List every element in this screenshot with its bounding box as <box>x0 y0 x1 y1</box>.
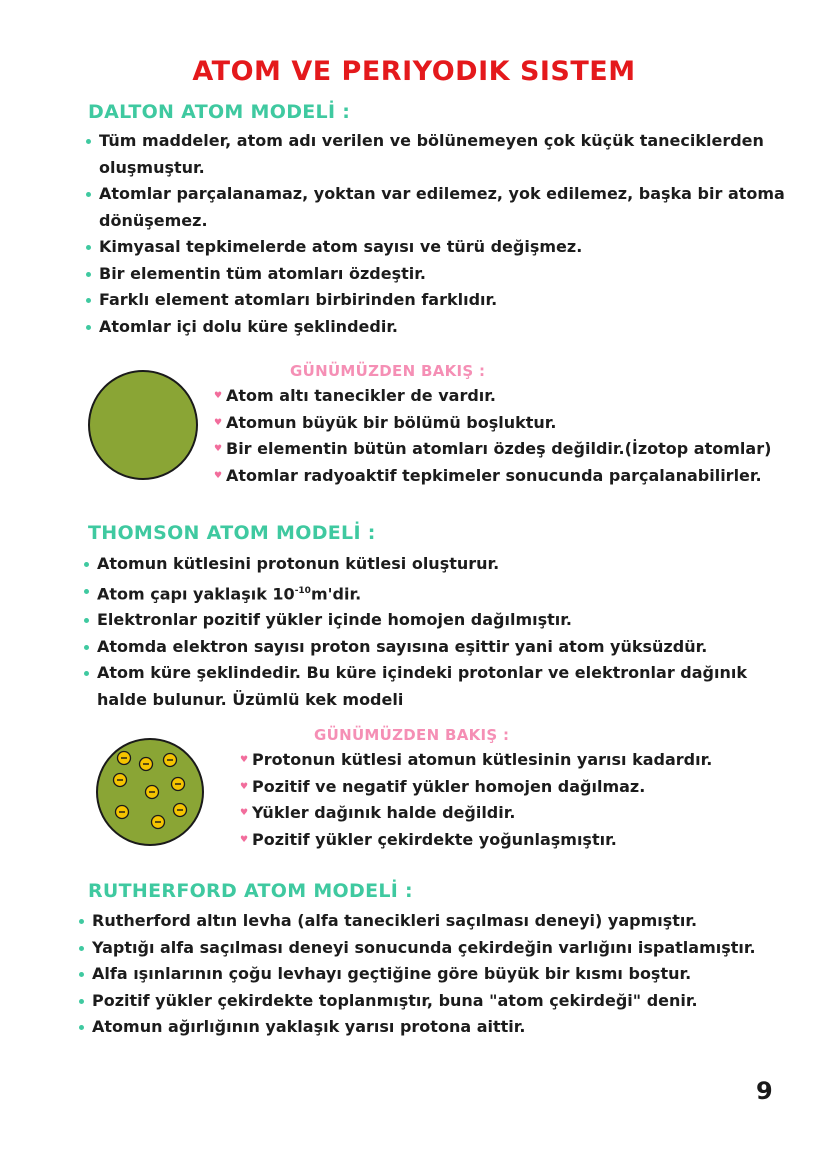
thomson-raisin-cake-model-image <box>94 736 206 848</box>
list-item: Atomda elektron sayısı proton sayısına eşittir yani atom yüksüzdür. <box>84 634 794 661</box>
list-item <box>84 578 794 608</box>
diameter-unit: m'dir. <box>310 583 362 603</box>
list-item: Rutherford altın levha (alfa tanecikleri saçılması deneyi) yapmıştır. <box>79 908 799 935</box>
list-item: Atomlar parçalanamaz, yoktan var edilemez, yok edilemez, başka bir atoma dönüşemez. <box>86 181 786 234</box>
list-item: Kimyasal tepkimelerde atom sayısı ve türü değişmez. <box>86 234 786 261</box>
list-item: Farklı element atomları birbirinden farklıdır. <box>86 287 786 314</box>
list-item: Tüm maddeler, atom adı verilen ve bölünemeyen çok küçük taneciklerden oluşmuştur. <box>86 128 786 181</box>
list-item: ♥ Pozitif ve negatif yükler homojen dağılmaz. <box>240 774 800 801</box>
list-item: ♥ Yükler dağınık halde değildir. <box>240 800 800 827</box>
list-item: Atomlar içi dolu küre şeklindedir. <box>86 314 786 341</box>
thomson-list <box>84 551 794 713</box>
list-item: Elektronlar pozitif yükler içinde homojen dağılmıştır. <box>84 607 794 634</box>
list-item: ♥ Atom altı tanecikler de vardır. <box>214 383 804 410</box>
dalton-section-title: DALTON ATOM MODELİ : <box>88 101 351 123</box>
dalton-solid-sphere-image <box>86 368 200 482</box>
list-item: ♥ Pozitif yükler çekirdekte yoğunlaşmıştır. <box>240 827 800 854</box>
list-item: Bir elementin tüm atomları özdeştir. <box>86 261 786 288</box>
list-item: Pozitif yükler çekirdekte toplanmıştır, buna "atom çekirdeği" denir. <box>79 988 799 1015</box>
page-number: 9 <box>756 1077 773 1105</box>
list-item: Yaptığı alfa saçılması deneyi sonucunda çekirdeğin varlığını ispatlamıştır. <box>79 935 799 962</box>
dalton-current-view-title: GÜNÜMÜZDEN BAKIŞ : <box>290 362 486 380</box>
list-item: ♥ Protonun kütlesi atomun kütlesinin yarısı kadardır. <box>240 747 800 774</box>
list-item: ♥ Bir elementin bütün atomları özdeş değildir.(İzotop atomlar) <box>214 436 804 463</box>
page-title: ATOM VE PERIYODIK SISTEM <box>192 56 636 87</box>
dalton-current-view-list <box>214 383 804 489</box>
diameter-exponent: -10 <box>294 585 311 596</box>
list-item: Atomun ağırlığının yaklaşık yarısı protona aittir. <box>79 1014 799 1041</box>
list-item: ♥ Atomun büyük bir bölümü boşluktur. <box>214 410 804 437</box>
list-item: Alfa ışınlarının çoğu levhayı geçtiğine göre büyük bir kısmı boştur. <box>79 961 799 988</box>
diameter-text: Atom çapı yaklaşık 10 <box>97 583 295 603</box>
list-item: Atom küre şeklindedir. Bu küre içindeki protonlar ve elektronlar dağınık halde bulunur. Üzümlü kek modeli <box>84 660 794 713</box>
thomson-current-view-list <box>240 747 800 853</box>
thomson-section-title: THOMSON ATOM MODELİ : <box>88 522 376 544</box>
thomson-current-view-title: GÜNÜMÜZDEN BAKIŞ : <box>314 726 510 744</box>
rutherford-section-title: RUTHERFORD ATOM MODELİ : <box>88 880 413 902</box>
list-item: ♥ Atomlar radyoaktif tepkimeler sonucunda parçalanabilirler. <box>214 463 804 490</box>
list-item: Atomun kütlesini protonun kütlesi oluşturur. <box>84 551 794 578</box>
dalton-list <box>86 128 786 340</box>
rutherford-list <box>79 908 799 1041</box>
